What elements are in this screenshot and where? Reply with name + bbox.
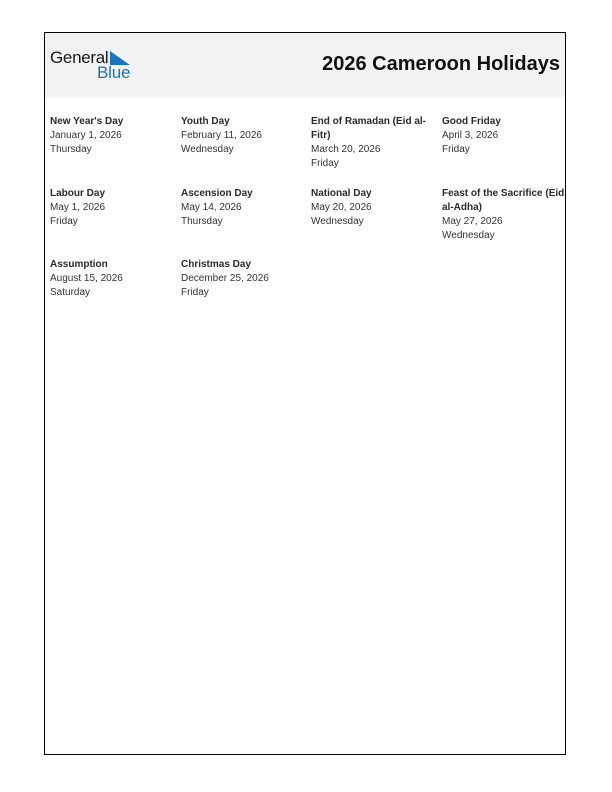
holiday-weekday: Friday [442, 144, 470, 155]
holiday-name: Ascension Day [181, 188, 253, 199]
holiday-weekday: Wednesday [442, 230, 495, 241]
holiday-entry [181, 115, 305, 157]
holiday-weekday: Saturday [50, 287, 91, 298]
holiday-entry [50, 258, 174, 300]
holiday-date: March 20, 2026 [311, 144, 381, 155]
holiday-date: May 27, 2026 [442, 216, 503, 227]
holiday-entry [311, 187, 435, 229]
holiday-date: August 15, 2026 [50, 273, 123, 284]
holiday-entry [50, 115, 174, 157]
holiday-name: Assumption [50, 259, 108, 270]
holiday-weekday: Friday [181, 287, 209, 298]
holiday-date: February 11, 2026 [181, 130, 262, 141]
holiday-weekday: Thursday [181, 216, 223, 227]
holiday-entry [181, 187, 305, 229]
holiday-entry [181, 258, 305, 300]
holiday-name: Feast of the Sacrifice (Eid al-Adha) [442, 188, 565, 213]
logo-general-text: General [50, 48, 109, 67]
page-title: 2026 Cameroon Holidays [322, 53, 560, 75]
holiday-name: Christmas Day [181, 259, 252, 270]
holiday-name: Good Friday [442, 116, 501, 127]
holiday-weekday: Wednesday [181, 144, 234, 155]
holiday-date: May 1, 2026 [50, 202, 106, 213]
holiday-entry [50, 187, 174, 229]
holiday-entry [442, 187, 566, 243]
holiday-weekday: Wednesday [311, 216, 364, 227]
calendar-page [44, 32, 566, 755]
logo-blue-text: Blue [97, 63, 131, 82]
generalblue-logo [50, 48, 140, 82]
holiday-weekday: Thursday [50, 144, 92, 155]
holiday-date: May 14, 2026 [181, 202, 242, 213]
holiday-name: Labour Day [50, 188, 106, 199]
page-header [45, 33, 565, 97]
holiday-name: New Year's Day [50, 116, 124, 127]
holiday-entry [311, 115, 435, 171]
holiday-weekday: Friday [50, 216, 78, 227]
holiday-date: December 25, 2026 [181, 273, 269, 284]
holiday-date: January 1, 2026 [50, 130, 122, 141]
holiday-date: April 3, 2026 [442, 130, 499, 141]
holiday-name: National Day [311, 188, 372, 199]
holiday-date: May 20, 2026 [311, 202, 372, 213]
holiday-name: End of Ramadan (Eid al-Fitr) [311, 116, 427, 141]
holiday-entry [442, 115, 566, 157]
holiday-weekday: Friday [311, 158, 339, 169]
holiday-name: Youth Day [181, 116, 230, 127]
